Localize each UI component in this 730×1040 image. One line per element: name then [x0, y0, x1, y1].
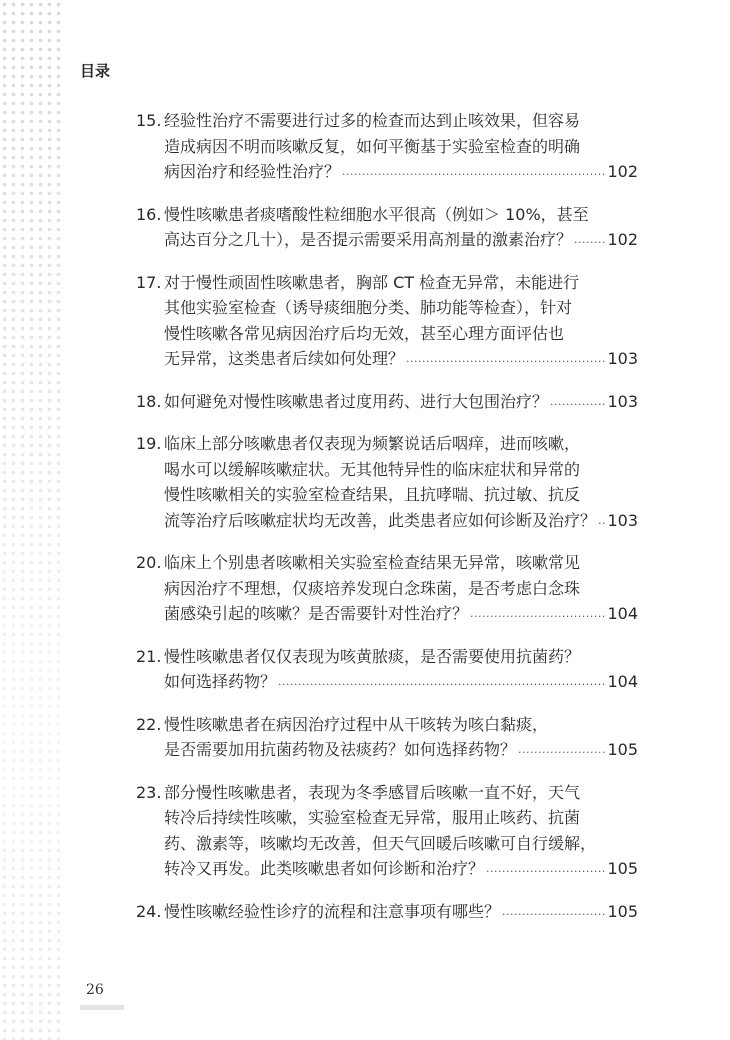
dot-leader: [598, 508, 605, 534]
entry-text-line: 如何避免对慢性咳嗽患者过度用药、进行大包围治疗？: [164, 391, 549, 411]
entry-text-line: 慢性咳嗽患者在病因治疗过程中从干咳转为咳白黏痰，: [164, 714, 549, 734]
entry-text-line: 药、激素等，咳嗽均无改善，但天气回暖后咳嗽可自行缓解，: [164, 833, 597, 853]
entry-text-line: 对于慢性顽固性咳嗽患者，胸部 CT 检查无异常，未能进行: [164, 272, 580, 292]
toc-entry-17[interactable]: [136, 270, 638, 372]
toc-entry-21[interactable]: [136, 644, 638, 695]
toc-entry-20[interactable]: [136, 550, 638, 627]
entry-text-line: 无异常，这类患者后续如何处理？: [164, 349, 405, 368]
entry-number: 18.: [136, 391, 162, 411]
entry-text-line: 慢性咳嗽各常见病因治疗后均无效，甚至心理方面评估也: [164, 323, 565, 343]
entry-text-line: 部分慢性咳嗽患者，表现为冬季感冒后咳嗽一直不好，天气: [164, 782, 581, 802]
entry-number: 24.: [136, 901, 162, 921]
toc-entry-16[interactable]: [136, 202, 638, 253]
entry-text-line: 其他实验室检查（诱导痰细胞分类、肺功能等检查），针对: [164, 298, 573, 317]
entry-number: 21.: [136, 646, 162, 666]
entry-text-line: 临床上个别患者咳嗽相关实验室检查结果无异常，咳嗽常见: [164, 553, 581, 572]
entry-number: 22.: [136, 714, 162, 734]
dot-pattern-decoration: [0, 0, 62, 1040]
page-reference: 102: [607, 230, 638, 249]
dot-leader: [406, 346, 605, 372]
dot-leader: [518, 737, 605, 763]
entry-text-line: 临床上部分咳嗽患者仅表现为频繁说话后咽痒，进而咳嗽，: [164, 434, 581, 453]
page-reference: 103: [607, 510, 638, 530]
entry-text-line: 慢性咳嗽患者仅仅表现为咳黄脓痰，是否需要使用抗菌药？: [164, 646, 581, 666]
page-reference: 104: [607, 672, 638, 691]
entry-text-line: 流等治疗后咳嗽症状均无改善，此类患者应如何诊断及治疗？: [164, 510, 597, 530]
entry-text-line: 转冷后持续性咳嗽，实验室检查无异常，服用止咳药、抗菌: [164, 808, 581, 827]
entry-text-line: 是否需要加用抗菌药物及祛痰药？如何选择药物？: [164, 740, 517, 759]
toc-entry-24[interactable]: [136, 899, 638, 925]
page-number: 26: [86, 982, 104, 998]
entry-number: 19.: [136, 434, 162, 453]
entry-number: 17.: [136, 272, 162, 292]
entry-text-line: 造成病因不明而咳嗽反复，如何平衡基于实验室检查的明确: [164, 136, 581, 156]
entry-text-line: 喝水可以缓解咳嗽症状。无其他特异性的临床症状和异常的: [164, 459, 581, 479]
dot-leader: [502, 899, 605, 925]
page-reference: 105: [607, 901, 638, 921]
table-of-contents: [136, 108, 638, 941]
page-reference: 102: [607, 162, 638, 181]
entry-text-line: 经验性治疗不需要进行过多的检查而达到止咳效果，但容易: [164, 111, 581, 130]
page-reference: 103: [607, 349, 638, 368]
entry-number: 23.: [136, 782, 162, 802]
dot-leader: [278, 669, 605, 695]
footer-bar-decoration: [80, 1005, 124, 1010]
entry-text-line: 病因治疗和经验性治疗？: [164, 162, 341, 181]
page-reference: 105: [607, 740, 638, 759]
entry-text-line: 慢性咳嗽相关的实验室检查结果，且抗哮喘、抗过敏、抗反: [164, 485, 581, 504]
section-header: 目录: [80, 62, 111, 80]
toc-entry-19[interactable]: [136, 431, 638, 533]
entry-text-line: 慢性咳嗽患者痰嗜酸性粒细胞水平很高（例如＞ 10%，甚至: [164, 204, 589, 224]
entry-text-line: 高达百分之几十），是否提示需要采用高剂量的激素治疗？: [164, 230, 573, 249]
dot-leader: [574, 227, 605, 253]
entry-text-line: 慢性咳嗽经验性诊疗的流程和注意事项有哪些？: [164, 901, 501, 921]
entry-number: 20.: [136, 553, 162, 572]
page-reference: 103: [607, 391, 638, 411]
dot-leader: [470, 601, 605, 627]
page-reference: 104: [607, 604, 638, 623]
dot-leader: [550, 389, 605, 415]
page-reference: 105: [607, 859, 638, 878]
entry-number: 15.: [136, 111, 162, 130]
toc-entry-15[interactable]: [136, 108, 638, 185]
entry-text-line: 转冷又再发。此类咳嗽患者如何诊断和治疗？: [164, 859, 485, 878]
toc-entry-23[interactable]: [136, 780, 638, 882]
toc-entry-22[interactable]: [136, 712, 638, 763]
entry-text-line: 病因治疗不理想，仅痰培养发现白念珠菌，是否考虑白念珠: [164, 578, 581, 598]
entry-number: 16.: [136, 204, 162, 224]
dot-leader: [342, 159, 605, 185]
dot-leader: [486, 856, 605, 882]
toc-entry-18[interactable]: [136, 389, 638, 415]
entry-text-line: 如何选择药物？: [164, 672, 277, 691]
entry-text-line: 菌感染引起的咳嗽？是否需要针对性治疗？: [164, 604, 469, 623]
